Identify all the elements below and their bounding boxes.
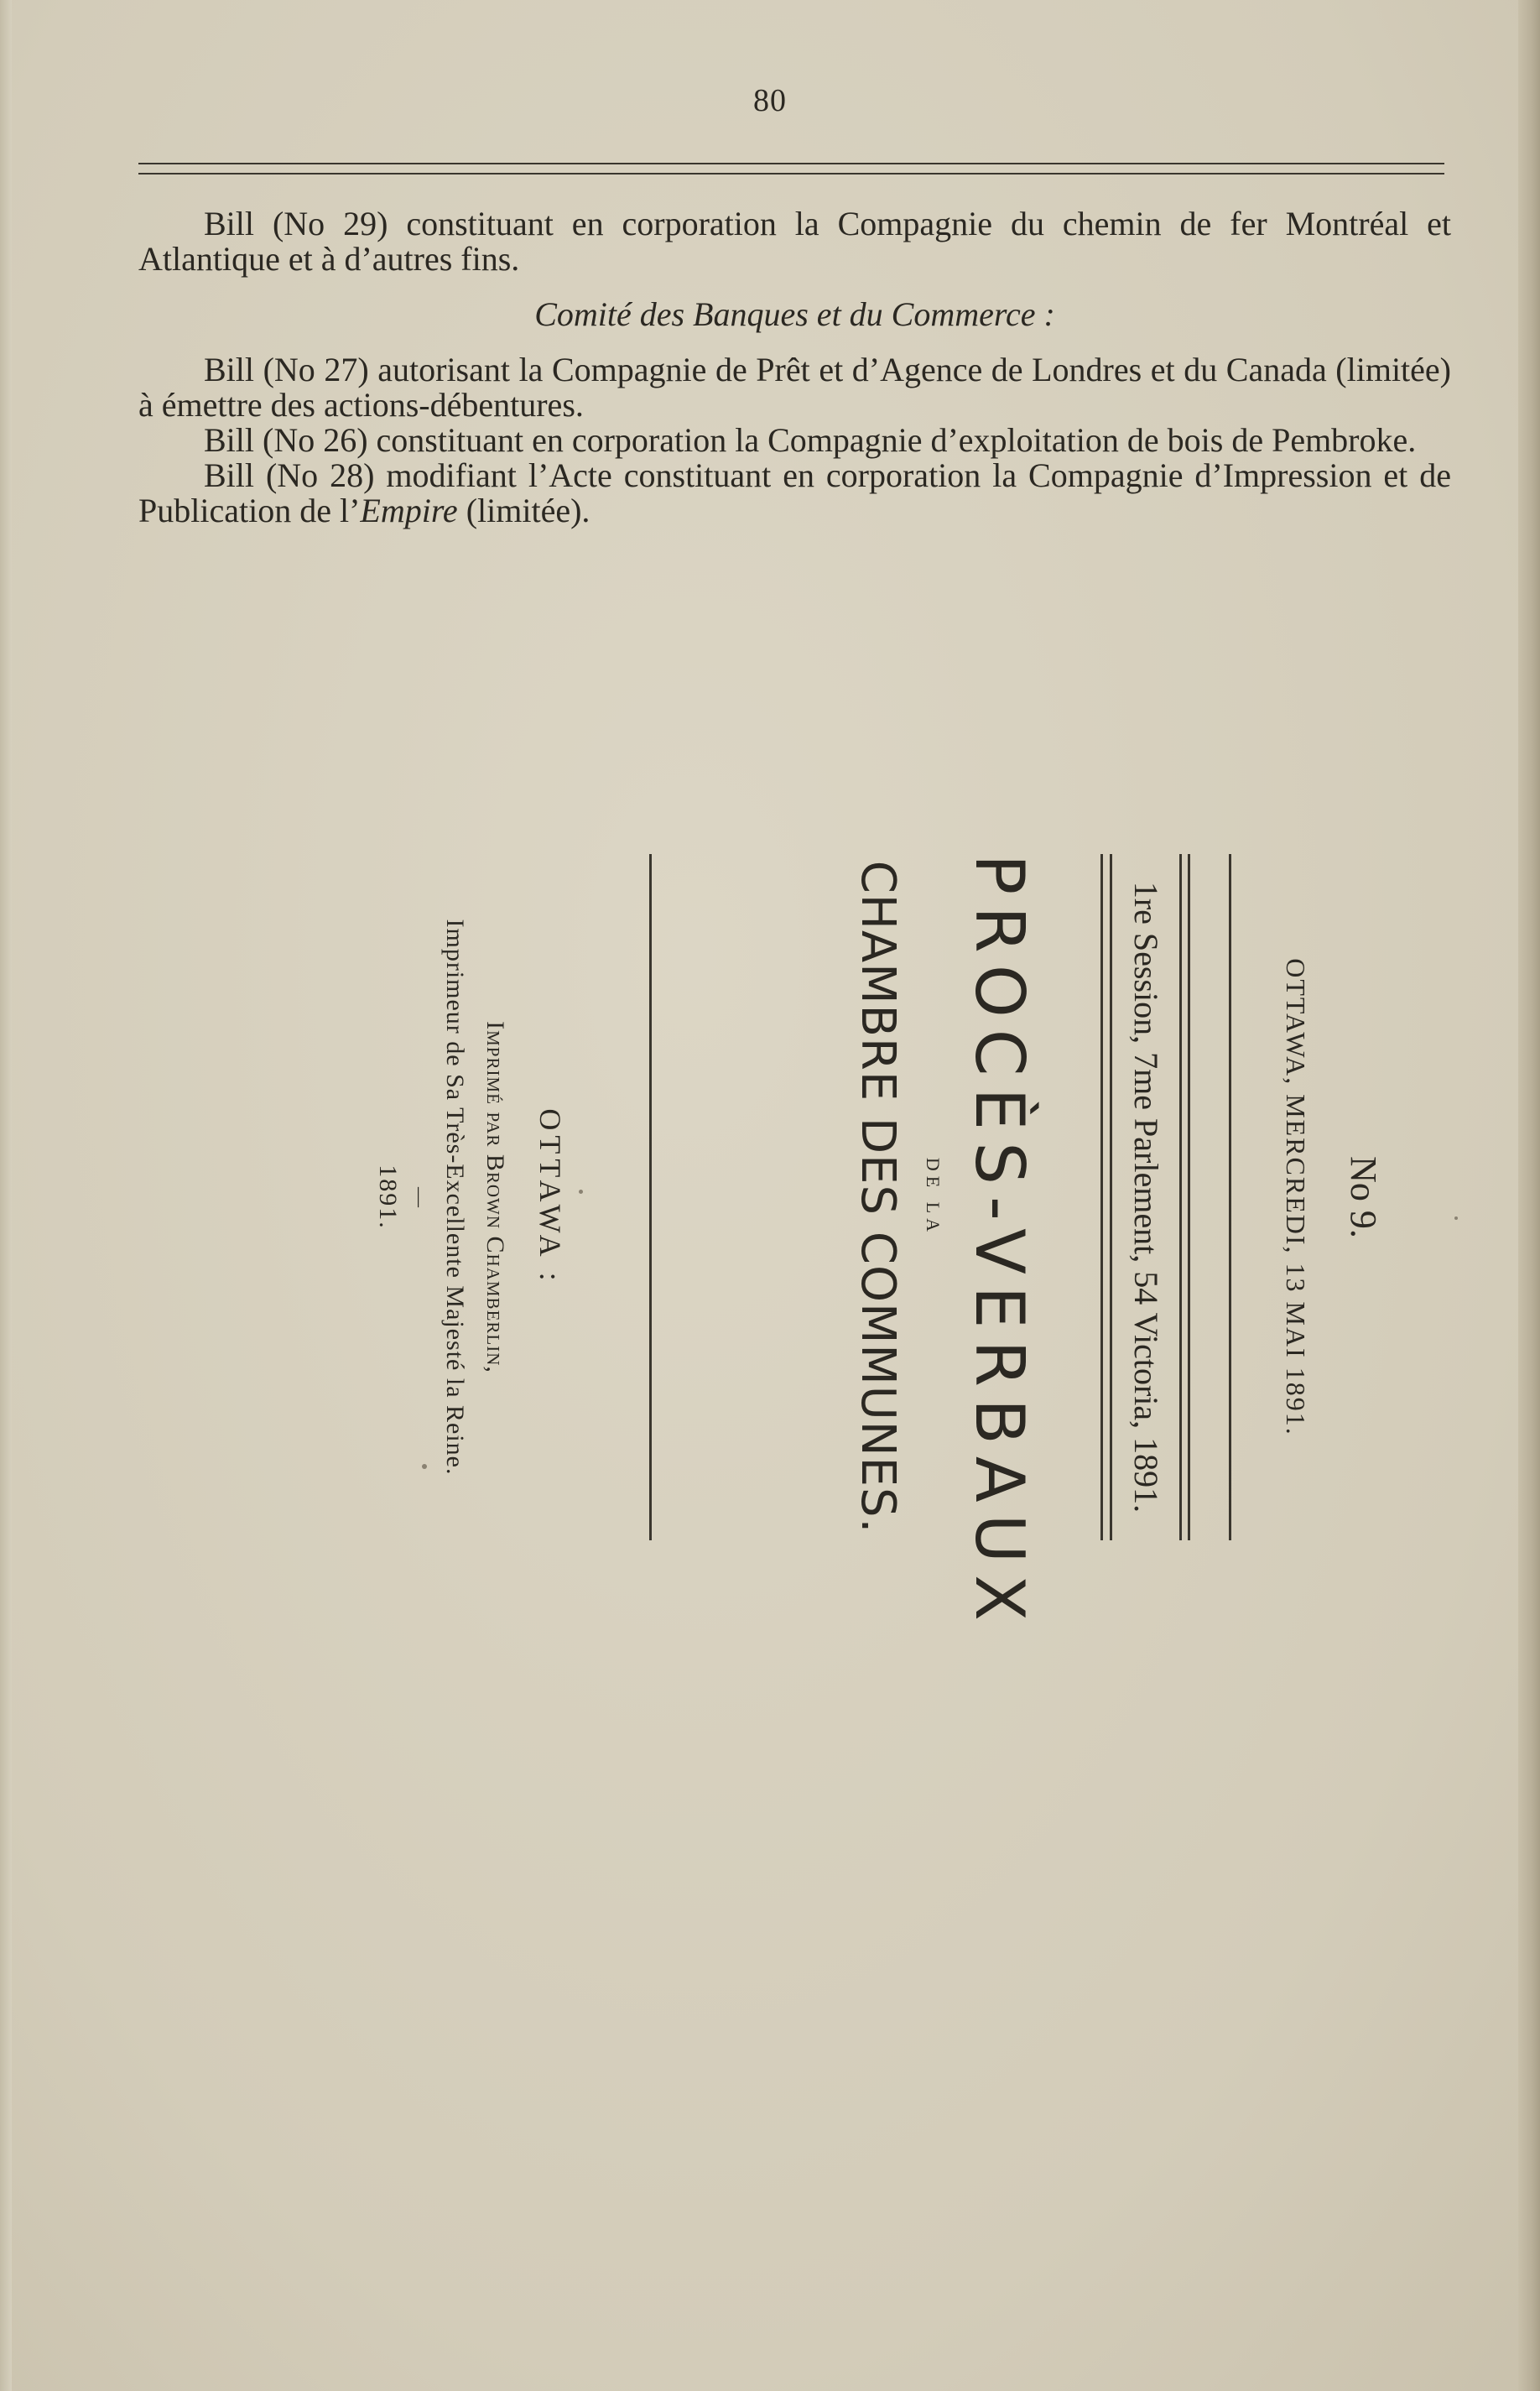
section-heading: Comité des Banques et du Commerce :: [534, 295, 1055, 333]
paragraph-bill-26: Bill (No 26) constituant en corporation la Compagnie d’exploitation de bois de Pembroke.: [204, 421, 1417, 459]
imprint-separator: —: [408, 1187, 430, 1207]
main-title: PROCÈS-VERBAUX: [960, 854, 1038, 1633]
session-line: 1re Session, 7me Parlement, 54 Victoria, 1891.: [1127, 881, 1165, 1513]
paper-speck: [1454, 1216, 1458, 1220]
issue-date: OTTAWA, MERCREDI, 13 MAI 1891.: [1281, 958, 1311, 1436]
header-rule-top: [138, 163, 1444, 164]
title-rule-6: [649, 854, 652, 1540]
imprint-city: OTTAWA :: [533, 1108, 567, 1286]
title-rule-2: [1188, 854, 1190, 1540]
issue-number: No 9.: [1343, 1156, 1384, 1238]
chambre-title: CHAMBRE DES COMMUNES.: [851, 860, 905, 1534]
imprint-printer: Imprimé par Brown Chamberlin,: [481, 1021, 509, 1373]
paragraph-bill-27: Bill (No 27) autorisant la Compagnie de Prêt et d’Agence de Londres et du Canada (limitée) à émettre des actions-débentures.: [138, 351, 1451, 424]
page-edge-right: [1518, 0, 1540, 2391]
paragraph-bill-29: Bill (No 29) constituant en corporation la Compagnie du chemin de fer Montréal et Atlantique et à d’autres fins.: [138, 205, 1451, 278]
title-rule-4: [1110, 854, 1112, 1540]
title-rule-1: [1229, 854, 1231, 1540]
de-la: DE LA: [923, 1157, 944, 1237]
page-number: 80: [753, 83, 787, 118]
header-rule-bottom: [138, 173, 1444, 175]
imprint-printer-title: Imprimeur de Sa Très-Excellente Majesté la Reine.: [441, 919, 469, 1476]
paragraph-bill-28: [138, 458, 1451, 529]
bill-28-italic: Empire: [360, 492, 458, 529]
body-text: [138, 206, 1451, 529]
bill-28-text: Bill (No 28) modifiant l’Acte constituant en corporation la Compagnie d’Impression et de Publication de l’: [138, 456, 1451, 529]
imprint-year: 1891.: [374, 1164, 402, 1230]
title-rule-5: [1100, 854, 1103, 1540]
title-rule-3: [1179, 854, 1182, 1540]
page-edge-left: [0, 0, 12, 2391]
paper-speck: [579, 1190, 583, 1194]
paper-speck: [422, 1464, 427, 1469]
bill-28-text-end: (limitée).: [457, 492, 591, 529]
title-page-rotated: [130, 854, 1395, 1633]
